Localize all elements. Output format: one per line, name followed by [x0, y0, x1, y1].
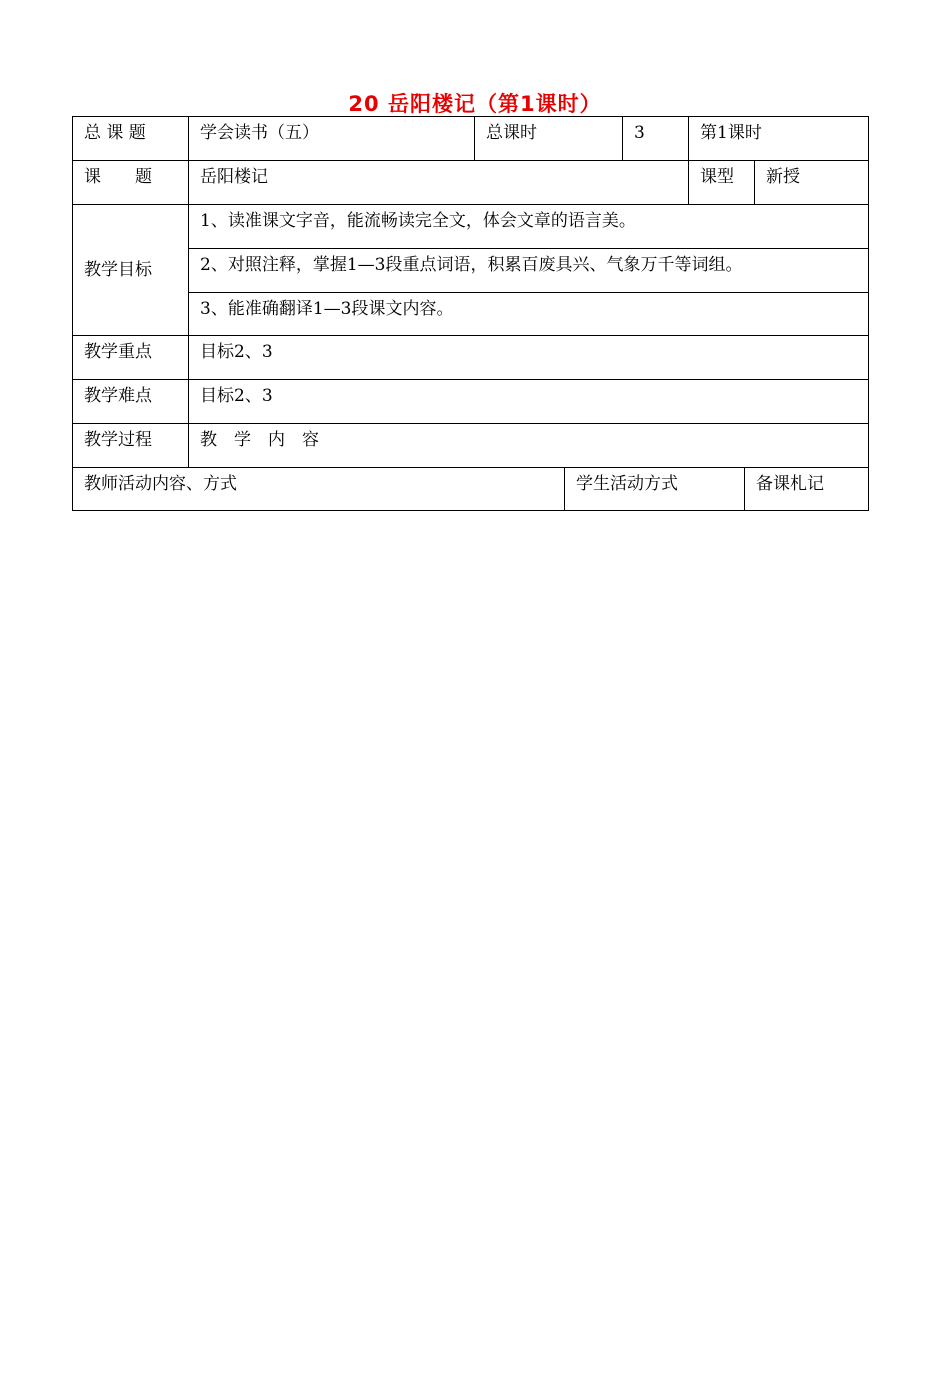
difficulties-label	[73, 380, 189, 424]
difficulties-value-text: 目标2、3	[200, 386, 273, 406]
topic-value	[189, 161, 689, 205]
difficulties-label-text: 教学难点	[84, 386, 152, 406]
lesson-plan-table	[72, 116, 869, 511]
overall-topic-value-text: 学会读书（五）	[200, 123, 319, 143]
process-label-text: 教学过程	[84, 430, 152, 450]
student-activity-header	[565, 468, 745, 511]
notes-header	[745, 468, 869, 511]
key-points-label	[73, 336, 189, 380]
objective-item	[189, 205, 869, 249]
session-text: 第1课时	[700, 123, 762, 143]
objective-item-text: 2、对照注释，掌握1—3段重点词语，积累百废具兴、气象万千等词组。	[200, 255, 743, 275]
total-hours-label-text: 总课时	[486, 123, 537, 143]
objectives-label	[73, 205, 189, 336]
topic-label-text: 课 题	[84, 167, 152, 187]
session-label	[689, 117, 869, 161]
overall-topic-label	[73, 117, 189, 161]
page-title: 20 岳阳楼记（第1课时）	[348, 92, 602, 116]
difficulties-value	[189, 380, 869, 424]
overall-topic-value	[189, 117, 475, 161]
lesson-type-label	[689, 161, 755, 205]
teacher-activity-text: 教师活动内容、方式	[84, 474, 237, 494]
process-value	[189, 424, 869, 468]
objective-item	[189, 249, 869, 293]
overall-topic-label-text: 总 课 题	[84, 123, 146, 143]
total-hours-value	[623, 117, 689, 161]
objective-item-text: 3、能准确翻译1—3段课文内容。	[200, 299, 454, 319]
lesson-type-value	[755, 161, 869, 205]
topic-value-text: 岳阳楼记	[200, 167, 268, 187]
lesson-type-value-text: 新授	[766, 167, 800, 187]
lesson-type-label-text: 课型	[700, 167, 734, 187]
process-label	[73, 424, 189, 468]
objective-item-text: 1、读准课文字音，能流畅读完全文，体会文章的语言美。	[200, 211, 636, 231]
process-value-text: 教 学 内 容	[200, 430, 319, 450]
key-points-value-text: 目标2、3	[200, 342, 273, 362]
total-hours-value-text: 3	[634, 123, 645, 143]
total-hours-label	[475, 117, 623, 161]
key-points-label-text: 教学重点	[84, 342, 152, 362]
notes-text: 备课札记	[756, 474, 824, 494]
topic-label	[73, 161, 189, 205]
objective-item	[189, 293, 869, 336]
student-activity-text: 学生活动方式	[576, 474, 678, 494]
teacher-activity-header	[73, 468, 565, 511]
key-points-value	[189, 336, 869, 380]
objectives-label-text: 教学目标	[84, 260, 152, 280]
